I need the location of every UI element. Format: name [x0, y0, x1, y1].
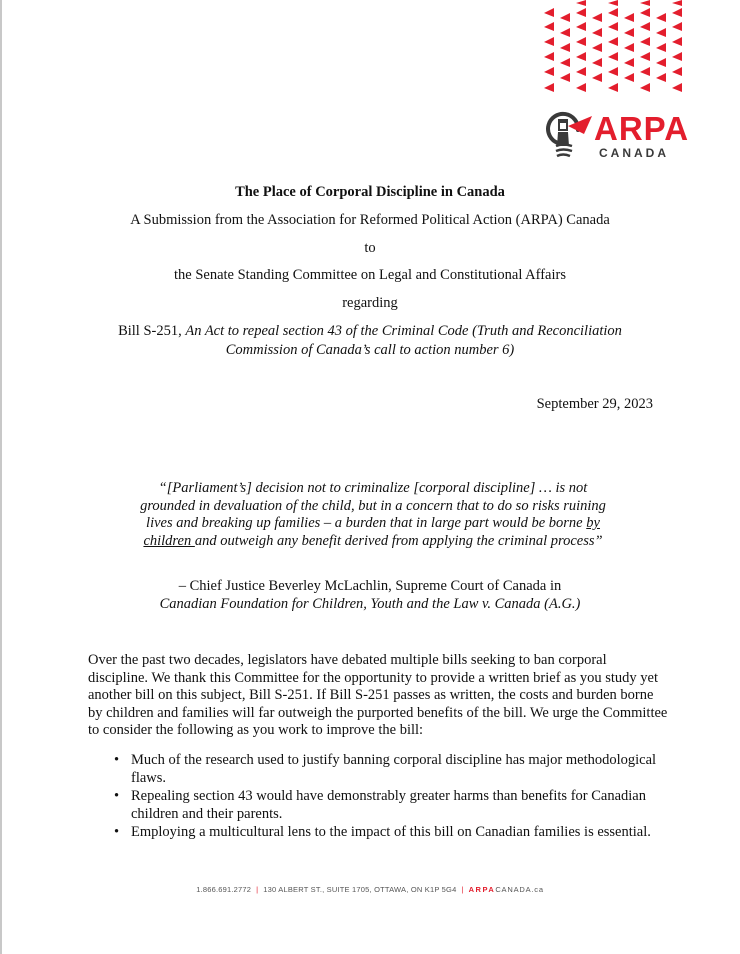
- list-item: [88, 824, 688, 842]
- footer-website-brand: ARPA: [468, 885, 496, 894]
- red-triangle-pattern: [540, 0, 700, 95]
- bullet-icon: •: [114, 752, 120, 768]
- page-left-border: [0, 0, 2, 954]
- key-points-list: [88, 752, 688, 843]
- logo-subtitle: CANADA: [599, 146, 669, 160]
- block-quote: [138, 480, 608, 550]
- to-line: to: [364, 240, 376, 256]
- attribution-author: – Chief Justice Beverley McLachlin, Supreme Court of Canada in: [178, 578, 562, 594]
- list-item-text: Much of the research used to justify banning corporal discipline has major methodological flaws.: [131, 752, 657, 786]
- recipient-line: the Senate Standing Committee on Legal and Constitutional Affairs: [174, 267, 566, 283]
- quote-text-part2: and outweigh any benefit derived from applying the criminal process”: [194, 532, 603, 549]
- document-title: The Place of Corporal Discipline in Canada: [235, 184, 505, 200]
- arpa-canada-logo: [544, 110, 689, 162]
- bill-number: Bill S-251,: [118, 323, 186, 339]
- page-footer: [0, 885, 740, 894]
- attribution-case-name: Canadian Foundation for Children, Youth and the Law v. Canada (A.G.): [159, 595, 581, 612]
- bill-title: An Act to repeal section 43 of the Criminal Code (Truth and Reconciliation Commission of Canada’s call to action number 6): [185, 323, 622, 358]
- list-item-text: Employing a multicultural lens to the impact of this bill on Canadian families is essential.: [131, 824, 651, 841]
- logo-wordmark: ARPA: [594, 110, 690, 147]
- quote-text-part1: “[Parliament’s] decision not to criminalize [corporal discipline] … is not grounded in devaluation of the child, but in a concern that to do so risks ruining lives and breaking up families – a burden that in large part would be borne: [140, 480, 606, 532]
- bill-line: [110, 322, 630, 360]
- intro-paragraph: Over the past two decades, legislators have debated multiple bills seeking to ban corporal discipline. We thank this Committee for the opportunity to provide a written brief as you study yet another bill on this subject, Bill S-251. If Bill S-251 passes as written, the costs and burden borne by children and families will far outweigh the purported benefits of the bill. We urge the Committee to consider the following as you work to improve the bill:: [88, 652, 668, 739]
- footer-phone: 1.866.691.2772: [196, 885, 252, 894]
- list-item: [88, 752, 688, 787]
- regarding-line: regarding: [342, 295, 398, 311]
- lighthouse-icon: [544, 110, 592, 162]
- footer-website-rest: CANADA.ca: [495, 885, 544, 894]
- list-item: [88, 788, 688, 823]
- quote-underlined-text: by children: [143, 515, 600, 549]
- document-date: September 29, 2023: [536, 396, 653, 412]
- list-item-text: Repealing section 43 would have demonstrably greater harms than benefits for Canadian children and their parents.: [131, 788, 646, 822]
- submission-line: A Submission from the Association for Reformed Political Action (ARPA) Canada: [130, 212, 610, 228]
- footer-address: 130 ALBERT ST., SUITE 1705, OTTAWA, ON K1P 5G4: [263, 885, 457, 894]
- bullet-icon: •: [114, 824, 120, 841]
- footer-separator: |: [461, 885, 464, 894]
- quote-attribution: [100, 578, 640, 613]
- footer-separator: |: [256, 885, 259, 894]
- bullet-icon: •: [114, 788, 120, 805]
